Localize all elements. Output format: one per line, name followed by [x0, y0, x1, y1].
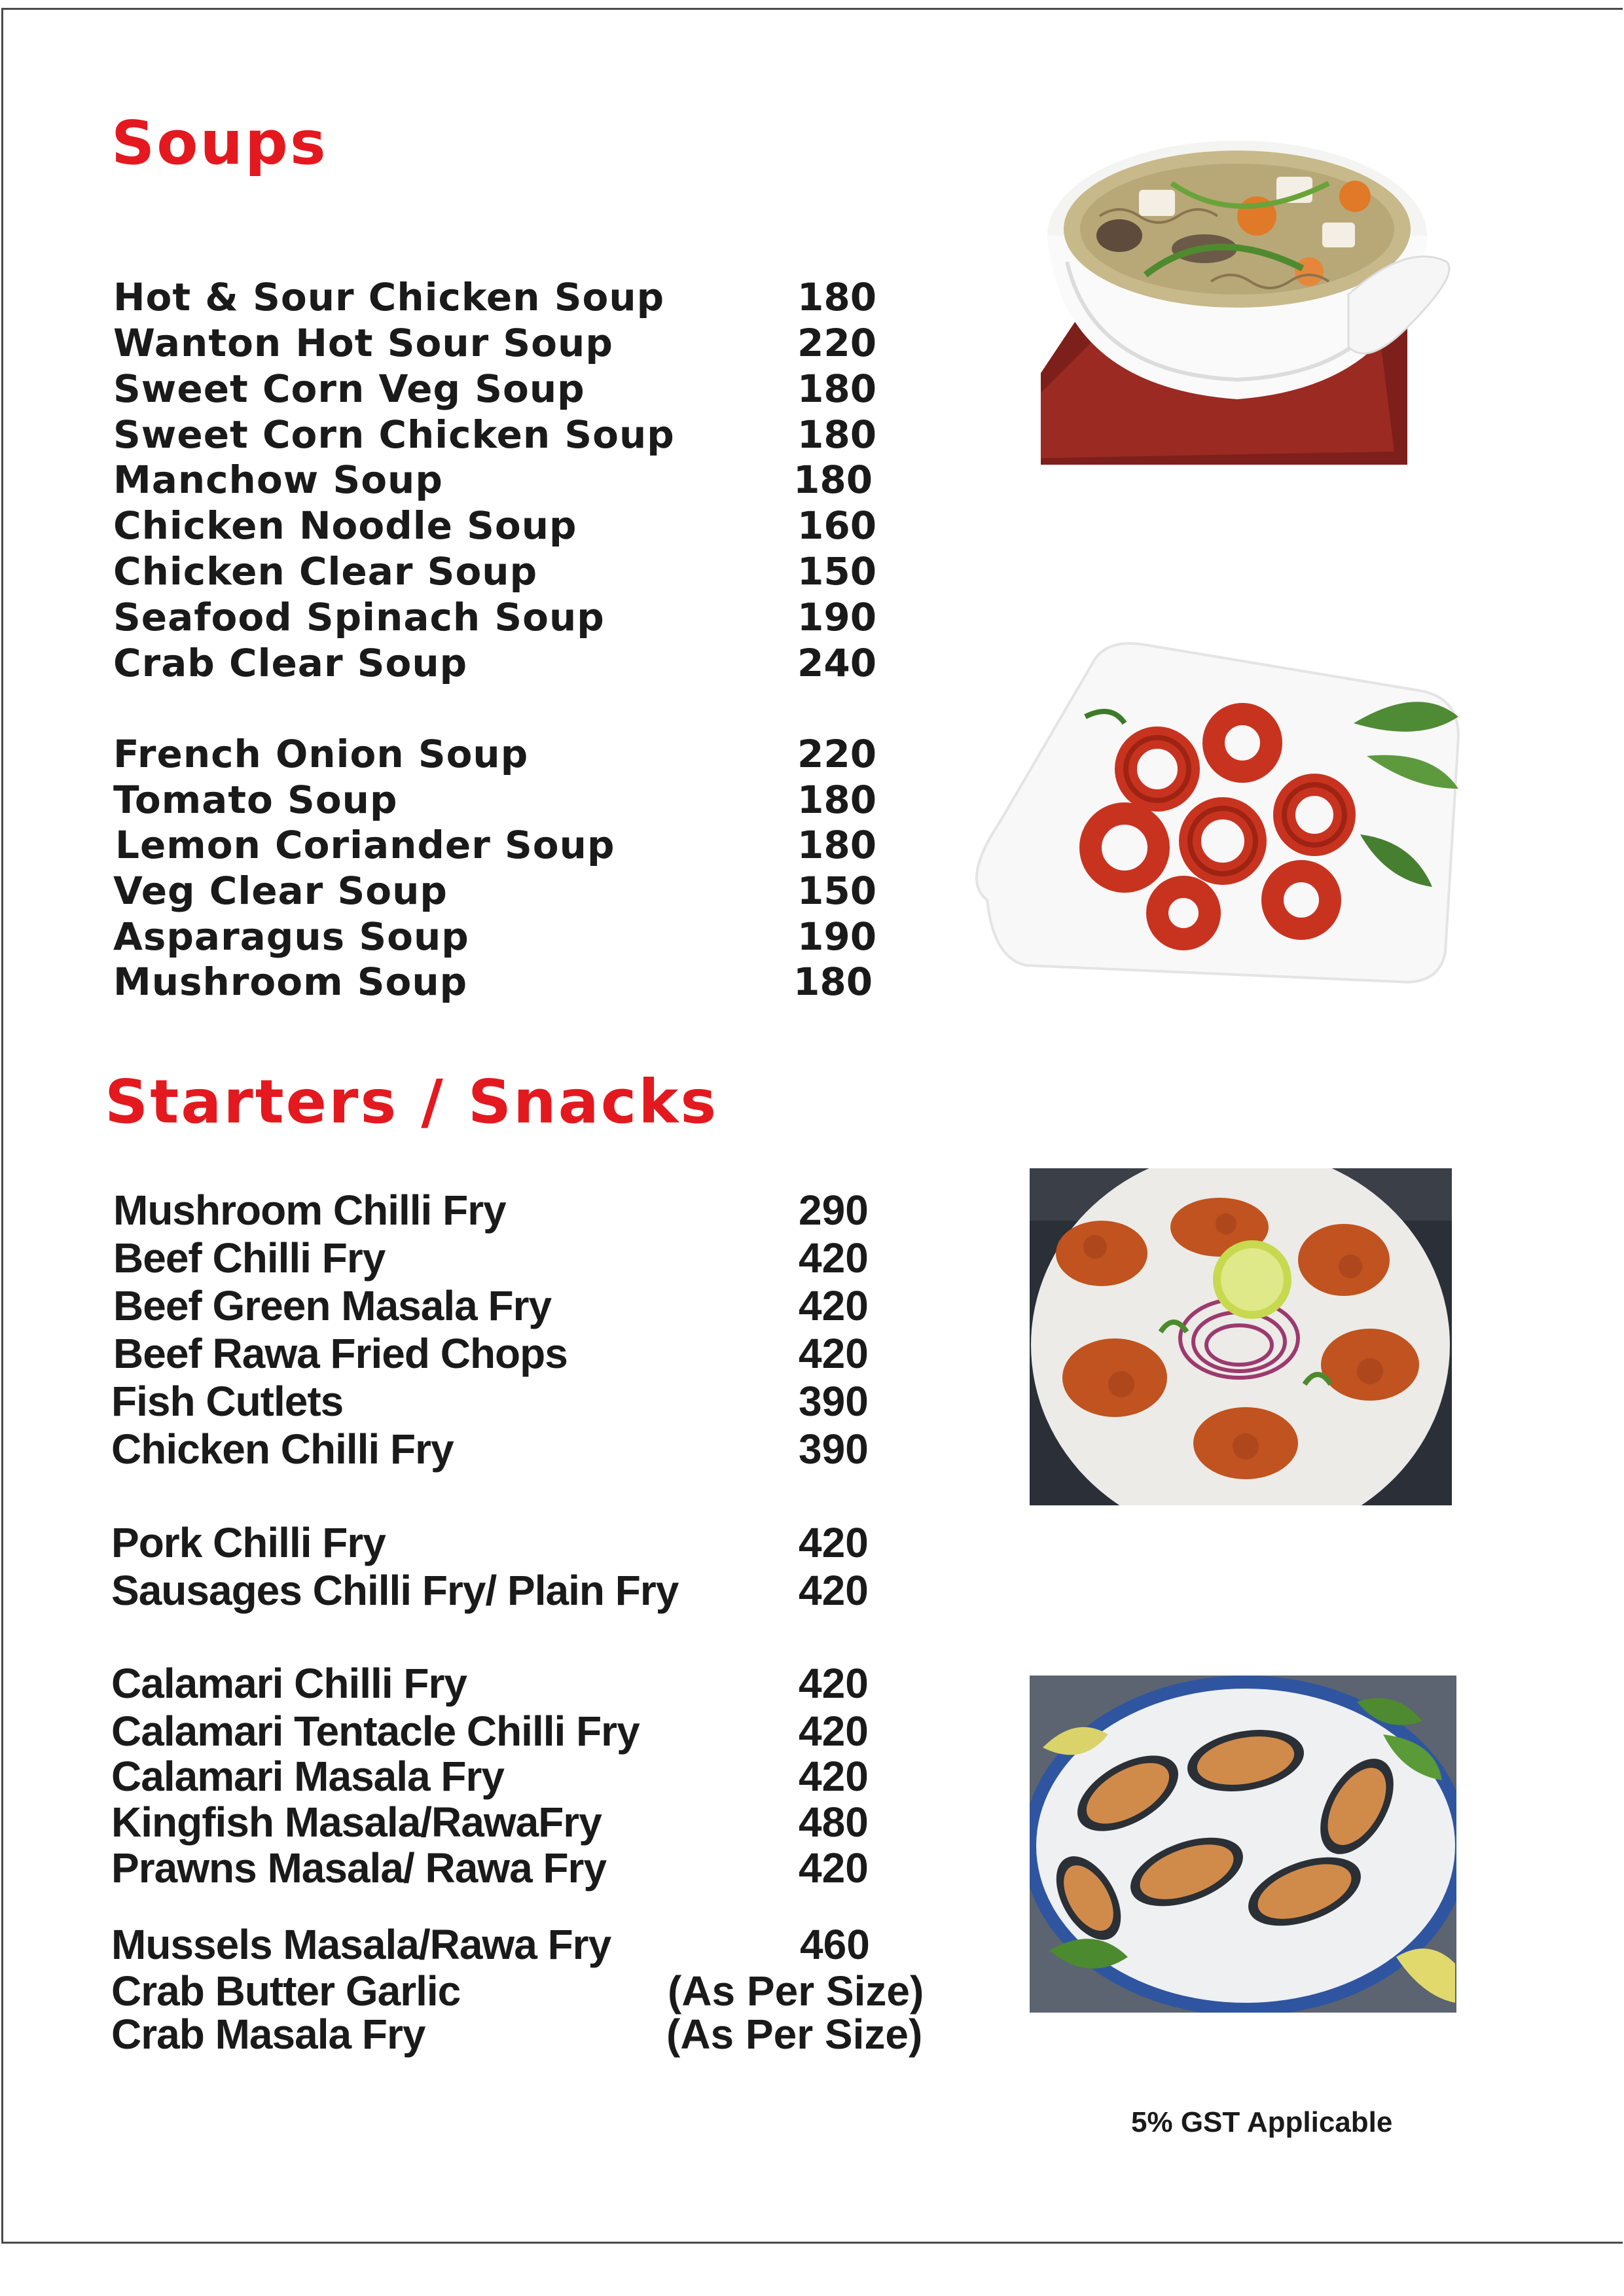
item-name: Seafood Spinach Soup [113, 595, 605, 639]
item-price: 420 [799, 1282, 869, 1329]
menu-item [0, 960, 916, 1005]
menu-item [0, 1377, 916, 1423]
item-price: 390 [799, 1426, 869, 1473]
menu-item [0, 778, 916, 823]
item-price: 420 [799, 1660, 869, 1707]
item-name: Chicken Clear Soup [113, 549, 538, 594]
menu-item [0, 1566, 916, 1612]
item-name: Kingfish Masala/RawaFry [111, 1799, 602, 1846]
menu-item [0, 1186, 916, 1232]
fried-prawns-photo [1030, 1168, 1452, 1505]
item-price: 420 [799, 1567, 869, 1614]
item-name: Calamari Masala Fry [111, 1753, 504, 1800]
soup-bowl-photo [1041, 111, 1473, 465]
item-price: 180 [797, 412, 877, 457]
menu-item [0, 1518, 916, 1564]
gst-note: 5% GST Applicable [1131, 2106, 1393, 2138]
item-name: Sausages Chilli Fry/ Plain Fry [111, 1567, 679, 1614]
item-price: 180 [797, 778, 877, 822]
menu-item [0, 503, 916, 549]
item-price: 180 [797, 367, 877, 411]
item-name: Pork Chilli Fry [111, 1519, 386, 1566]
menu-item [0, 549, 916, 595]
menu-item [0, 1329, 916, 1375]
item-price: 420 [799, 1708, 869, 1755]
item-price: 220 [797, 732, 877, 776]
menu-item [0, 1920, 916, 1966]
item-price: 290 [799, 1187, 869, 1234]
item-price: 420 [799, 1753, 869, 1800]
item-name: Sweet Corn Veg Soup [113, 367, 585, 411]
calamari-plate-photo [961, 625, 1478, 992]
menu-item [0, 641, 916, 687]
item-price: (As Per Size) [668, 1967, 924, 2015]
item-price: (As Per Size) [666, 2011, 923, 2058]
item-name: Mussels Masala/Rawa Fry [111, 1921, 611, 1968]
item-name: Wanton Hot Sour Soup [113, 321, 613, 365]
item-name: Chicken Noodle Soup [113, 503, 577, 548]
item-name: Veg Clear Soup [113, 869, 448, 913]
item-price: 420 [799, 1844, 869, 1892]
item-price: 150 [797, 549, 877, 594]
item-name: Crab Butter Garlic [111, 1967, 461, 2015]
menu-item [0, 367, 916, 412]
item-price: 420 [799, 1234, 869, 1282]
item-name: Calamari Tentacle Chilli Fry [111, 1708, 640, 1755]
menu-item [0, 1798, 916, 1844]
item-price: 420 [799, 1519, 869, 1566]
item-price: 240 [797, 641, 877, 685]
menu-item [0, 1282, 916, 1327]
item-name: Sweet Corn Chicken Soup [113, 412, 675, 457]
baked-mussels-photo [1030, 1676, 1456, 2013]
item-name: Crab Masala Fry [111, 2011, 425, 2058]
item-price: 150 [797, 869, 877, 913]
item-name: French Onion Soup [113, 732, 529, 776]
menu-item [0, 321, 916, 367]
menu-item [0, 412, 916, 458]
menu-item [0, 823, 916, 869]
menu-item [0, 275, 916, 321]
item-name: Crab Clear Soup [113, 641, 468, 685]
item-price: 160 [797, 503, 877, 548]
soups-heading: Soups [111, 108, 328, 178]
item-name: Prawns Masala/ Rawa Fry [111, 1844, 607, 1892]
item-name: Lemon Coriander Soup [115, 823, 615, 867]
item-price: 180 [793, 457, 873, 502]
menu-item [0, 1967, 924, 2015]
menu-item [0, 1844, 916, 1890]
item-name: Chicken Chilli Fry [111, 1426, 454, 1473]
menu-item [0, 1234, 916, 1280]
menu-item [0, 869, 916, 914]
menu-item [0, 1659, 916, 1705]
item-price: 190 [797, 595, 877, 639]
menu-item [0, 1425, 916, 1471]
menu-item [0, 457, 916, 503]
item-price: 180 [793, 960, 873, 1004]
item-name: Asparagus Soup [113, 914, 469, 959]
item-name: Tomato Soup [113, 778, 398, 822]
item-name: Calamari Chilli Fry [111, 1660, 467, 1707]
item-price: 390 [799, 1378, 869, 1425]
item-name: Mushroom Soup [113, 960, 468, 1004]
item-name: Mushroom Chilli Fry [113, 1187, 506, 1234]
menu-item [0, 595, 916, 641]
item-price: 220 [797, 321, 877, 365]
item-price: 460 [800, 1921, 870, 1968]
menu-item [0, 732, 916, 778]
menu-item [0, 2010, 923, 2058]
item-price: 180 [797, 275, 877, 319]
item-price: 190 [797, 914, 877, 959]
item-price: 480 [799, 1799, 869, 1846]
item-name: Beef Rawa Fried Chops [113, 1330, 568, 1377]
item-name: Hot & Sour Chicken Soup [113, 275, 665, 319]
item-price: 180 [797, 823, 877, 867]
menu-item [0, 1707, 916, 1753]
item-name: Beef Green Masala Fry [113, 1282, 552, 1329]
item-price: 420 [799, 1330, 869, 1377]
menu-item [0, 914, 916, 960]
item-name: Beef Chilli Fry [113, 1234, 386, 1282]
menu-item [0, 1752, 916, 1798]
item-name: Fish Cutlets [111, 1378, 344, 1425]
item-name: Manchow Soup [113, 457, 443, 502]
starters-heading: Starters / Snacks [105, 1067, 719, 1137]
